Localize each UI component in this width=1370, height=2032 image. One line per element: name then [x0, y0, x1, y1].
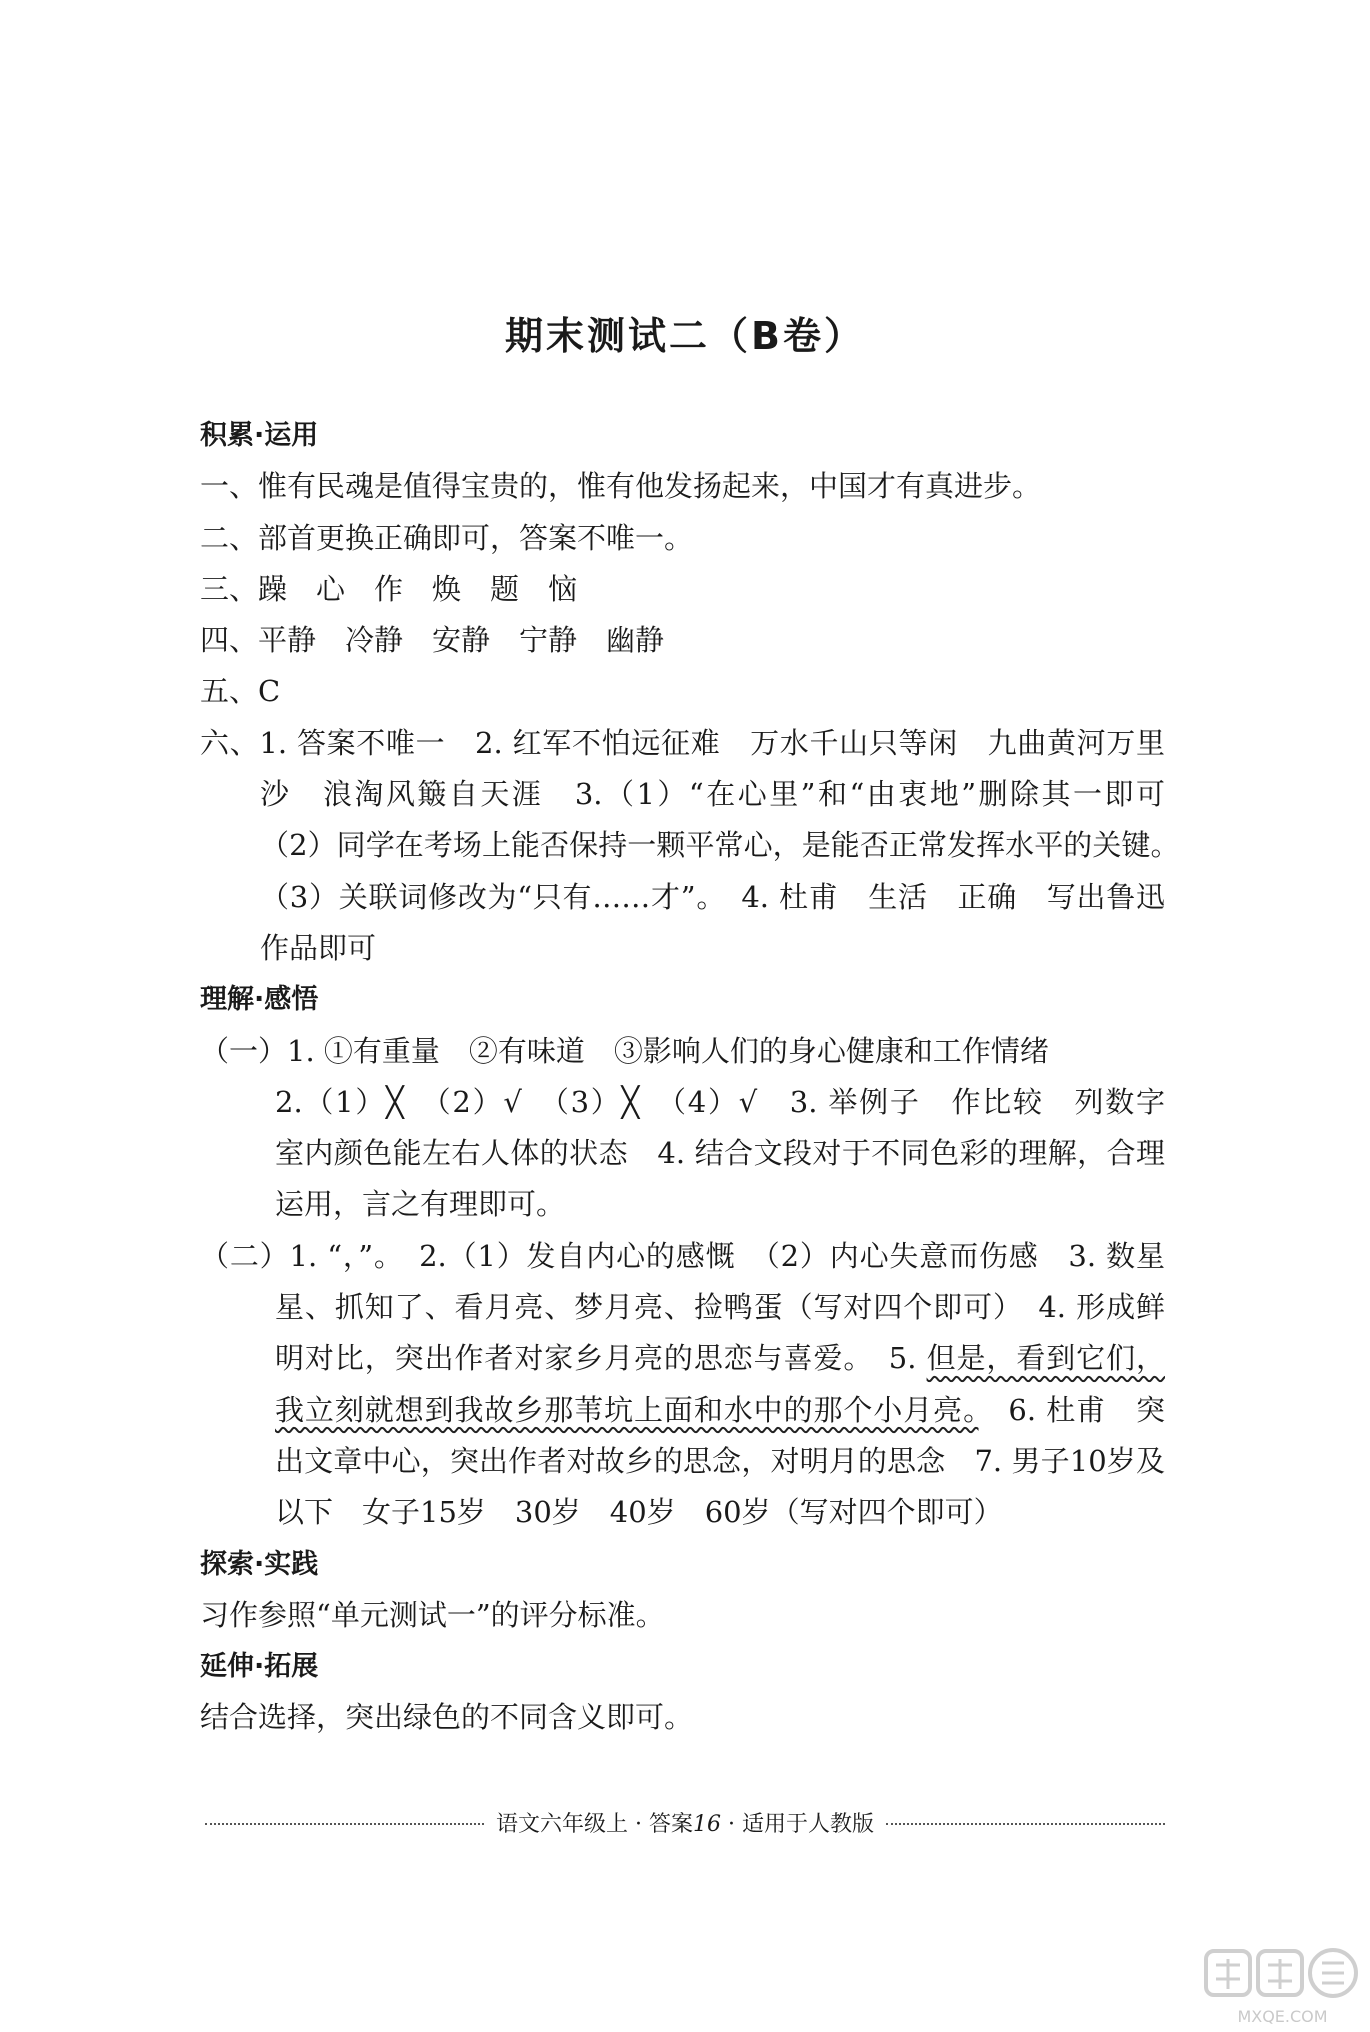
section-heading-accumulation: 积累·运用 — [200, 420, 319, 451]
reading-one-part-b: 2.（1）╳ （2）√ （3）╳ （4）√ 3. 举例子 作比较 列数字 室内颜色能左右人体的状态 4. 结合文段对于不同色彩的理解，合理运用，言之有理即可。 — [275, 1084, 1195, 1222]
answer-content — [200, 410, 1195, 1744]
reading-one-part-a: （一）1. ①有重量 ②有味道 ③影响人们的身心健康和工作情绪 — [200, 1033, 1049, 1068]
answer-q3: 三、躁 心 作 焕 题 恼 — [200, 571, 578, 606]
answer-q1: 一、惟有民魂是值得宝贵的，惟有他发扬起来，中国才有真进步。 — [200, 469, 1042, 504]
answer-q2: 二、部首更换正确即可，答案不唯一。 — [200, 520, 694, 555]
footer-suffix: · 适用于人教版 — [721, 1811, 874, 1837]
section-heading-extension: 延伸·拓展 — [200, 1651, 319, 1683]
footer-label — [496, 1807, 874, 1838]
watermark-text: MXQE.COM — [1237, 2007, 1328, 2026]
watermark-logo — [1200, 1945, 1365, 2027]
footer-dotted-rule-right — [886, 1823, 1165, 1825]
footer-page-number: 16 — [693, 1811, 721, 1837]
footer-dotted-rule-left — [205, 1823, 484, 1825]
section-heading-comprehension: 理解·感悟 — [200, 984, 319, 1016]
footer-prefix: 语文六年级上 · 答案 — [496, 1811, 693, 1837]
exploration-answer: 习作参照“单元测试一”的评分标准。 — [200, 1597, 665, 1632]
section-heading-exploration: 探索·实践 — [200, 1548, 319, 1580]
reading-two — [200, 1231, 1165, 1539]
answer-q4: 四、平静 冷静 安静 宁静 幽静 — [200, 623, 665, 658]
answer-q5: 五、C — [200, 674, 281, 709]
watermark-logo-graphic — [1200, 1945, 1365, 2007]
extension-answer: 结合选择，突出绿色的不同含义即可。 — [200, 1700, 694, 1735]
reading-two-text-after: 6. 杜甫 突出文章中心，突出作者对故乡的思念，对明月的思念 7. 男子10岁及以下 女子15岁 30岁 40岁 60岁（写对四个即可） — [275, 1392, 1165, 1530]
reading-two-text-before: （二）1. “，”。 2.（1）发自内心的感慨 （2）内心失意而伤感 3. 数星星、抓知了、看月亮、梦月亮、捡鸭蛋（写对四个即可） 4. 形成鲜明对比，突出作者对家乡月亮的思恋与喜爱。 5. — [200, 1238, 1165, 1376]
answer-q6: 六、1. 答案不唯一 2. 红军不怕远征难 万水千山只等闲 九曲黄河万里沙 浪淘风簸自天涯 3.（1）“在心里”和“由衷地”删除其一即可 （2）同学在考场上能否保持一颗平常心，是能否正常发挥水平的关键。 （3）关联词修改为“只有……才”。 4. 杜甫 生活 正确 写出鲁迅作品即可 — [200, 725, 1195, 965]
page-title: 期末测试二（B卷） — [505, 314, 865, 358]
page-footer — [205, 1802, 1165, 1842]
wavy-underlined-sentence: 但是，看到它们，我立刻就想到我故乡那苇坑上面和水中的那个小月亮。 — [275, 1341, 1165, 1427]
